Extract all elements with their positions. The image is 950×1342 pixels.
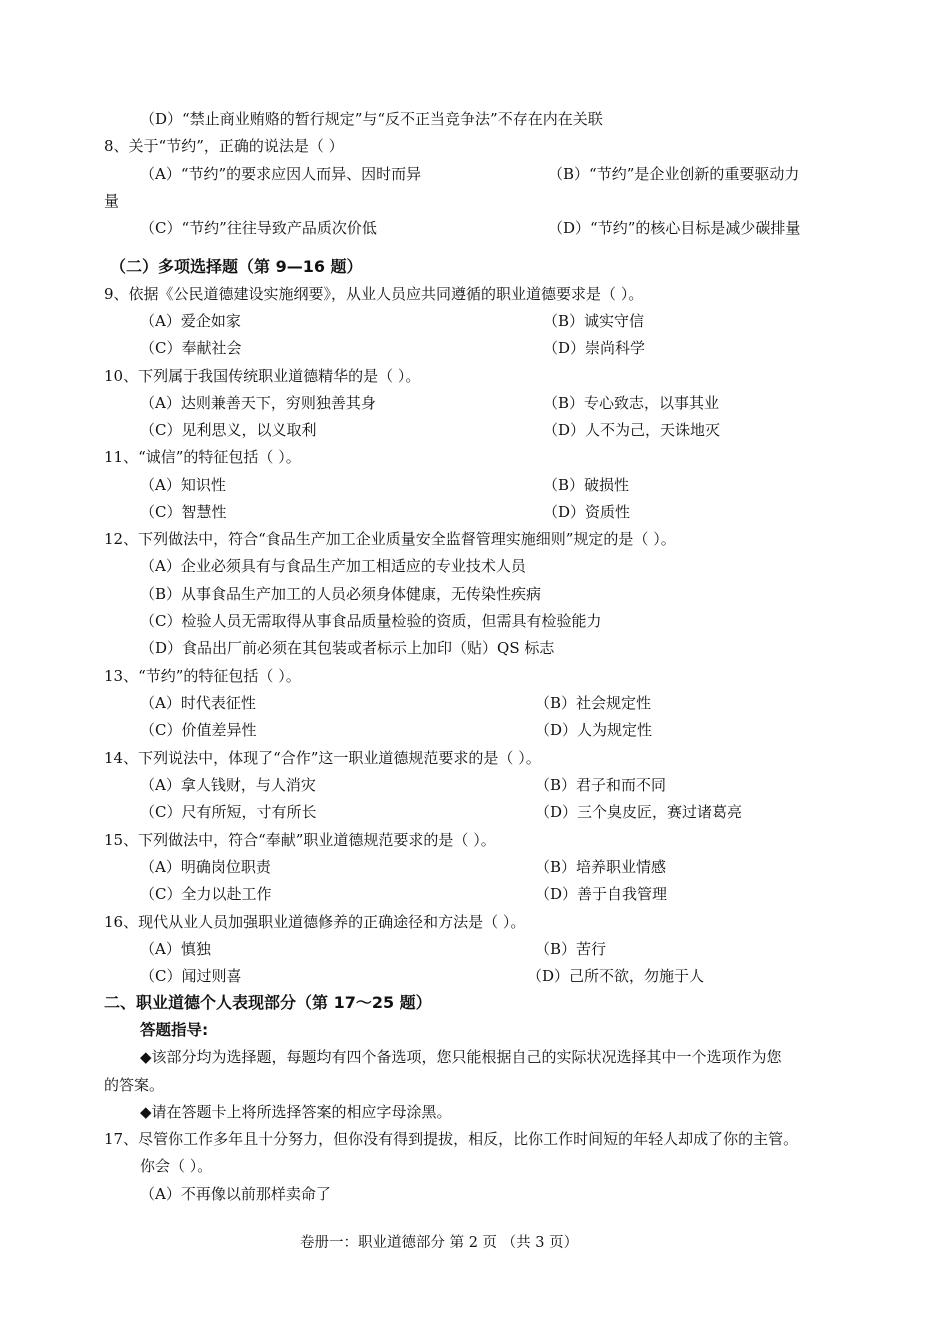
q9-option-a: （A）爱企如家 — [140, 312, 241, 330]
q16-option-b: （B）苦行 — [535, 940, 607, 958]
q16-option-d: （D）己所不欲，勿施于人 — [527, 967, 705, 985]
q7-option-d: （D）“禁止商业贿赂的暂行规定”与“反不正当竞争法”不存在内在关联 — [140, 110, 603, 128]
q13-option-b: （B）社会规定性 — [535, 694, 652, 712]
q9-option-d: （D）崇尚科学 — [543, 339, 646, 357]
q14-stem: 14、下列说法中，体现了“合作”这一职业道德规范要求的是（ ）。 — [104, 749, 541, 767]
q12-option-d: （D）食品出厂前必须在其包装或者标示上加印（贴）QS 标志 — [140, 639, 555, 657]
guide-bullet-2: ◆请在答题卡上将所选择答案的相应字母涂黑。 — [140, 1103, 452, 1121]
q15-option-d: （D）善于自我管理 — [535, 885, 668, 903]
q16-option-c: （C）闻过则喜 — [140, 967, 242, 985]
q13-option-a: （A）时代表征性 — [140, 694, 256, 712]
q9-stem: 9、依据《公民道德建设实施纲要》，从业人员应共同遵循的职业道德要求是（ ）。 — [104, 285, 644, 303]
q15-option-a: （A）明确岗位职责 — [140, 858, 271, 876]
q10-stem: 10、下列属于我国传统职业道德精华的是（ ）。 — [104, 367, 421, 385]
q16-stem: 16、现代从业人员加强职业道德修养的正确途径和方法是（ ）。 — [104, 913, 526, 931]
q11-option-a: （A）知识性 — [140, 476, 226, 494]
q11-option-c: （C）智慧性 — [140, 503, 227, 521]
q11-stem: 11、“诚信”的特征包括（ ）。 — [104, 448, 301, 466]
guide-bullet-1-continued: 的答案。 — [104, 1076, 165, 1094]
q17-stem-continued: 你会（ ）。 — [140, 1157, 213, 1175]
q10-option-c: （C）见利思义，以义取利 — [140, 421, 317, 439]
q15-option-c: （C）全力以赴工作 — [140, 885, 272, 903]
q14-option-b: （B）君子和而不同 — [535, 776, 667, 794]
q17-option-a: （A）不再像以前那样卖命了 — [140, 1185, 331, 1203]
q8-option-a: （A）“节约”的要求应因人而异、因时而异 — [140, 165, 422, 183]
q10-option-d: （D）人不为己，天诛地灭 — [543, 421, 721, 439]
q10-option-b: （B）专心致志，以事其业 — [543, 394, 720, 412]
page-footer: 卷册一：职业道德部分 第 2 页 （共 3 页） — [300, 1235, 579, 1251]
q11-option-b: （B）破损性 — [543, 476, 630, 494]
q8-option-d: （D）“节约”的核心目标是减少碳排量 — [548, 219, 801, 237]
q17-stem: 17、尽管你工作多年且十分努力，但你没有得到提拔，相反，比你工作时间短的年轻人却成了你的主管。 — [104, 1130, 799, 1148]
q14-option-c: （C）尺有所短，寸有所长 — [140, 803, 317, 821]
q8-stem: 8、关于“节约”，正确的说法是（ ） — [104, 137, 344, 155]
q14-option-d: （D）三个臭皮匠，赛过诸葛亮 — [535, 803, 743, 821]
q9-option-b: （B）诚实守信 — [543, 312, 645, 330]
q12-option-c: （C）检验人员无需取得从事食品质量检验的资质，但需具有检验能力 — [140, 612, 602, 630]
guide-title: 答题指导: — [140, 1021, 209, 1039]
q8-option-b-continued: 量 — [104, 192, 120, 210]
section-heading-personal-performance: 二、职业道德个人表现部分（第 17～25 题） — [104, 993, 432, 1012]
q16-option-a: （A）慎独 — [140, 940, 211, 958]
guide-bullet-1: ◆该部分均为选择题，每题均有四个备选项，您只能根据自己的实际状况选择其中一个选项作为您 — [140, 1048, 782, 1066]
q14-option-a: （A）拿人钱财，与人消灾 — [140, 776, 316, 794]
q13-option-d: （D）人为规定性 — [535, 721, 653, 739]
q12-option-a: （A）企业必须具有与食品生产加工相适应的专业技术人员 — [140, 557, 526, 575]
q15-option-b: （B）培养职业情感 — [535, 858, 667, 876]
q13-option-c: （C）价值差异性 — [140, 721, 257, 739]
section-heading-multiple-choice: （二）多项选择题（第 9—16 题） — [110, 257, 363, 276]
q13-stem: 13、“节约”的特征包括（ ）。 — [104, 667, 301, 685]
q12-stem: 12、下列做法中，符合“食品生产加工企业质量安全监督管理实施细则”规定的是（ ）。 — [104, 530, 676, 548]
q8-option-b: （B）“节约”是企业创新的重要驱动力 — [548, 165, 800, 183]
q10-option-a: （A）达则兼善天下，穷则独善其身 — [140, 394, 376, 412]
q11-option-d: （D）资质性 — [543, 503, 631, 521]
q12-option-b: （B）从事食品生产加工的人员必须身体健康，无传染性疾病 — [140, 585, 542, 603]
q8-option-c: （C）“节约”往往导致产品质次价低 — [140, 219, 377, 237]
q15-stem: 15、下列做法中，符合“奉献”职业道德规范要求的是（ ）。 — [104, 831, 496, 849]
q9-option-c: （C）奉献社会 — [140, 339, 242, 357]
